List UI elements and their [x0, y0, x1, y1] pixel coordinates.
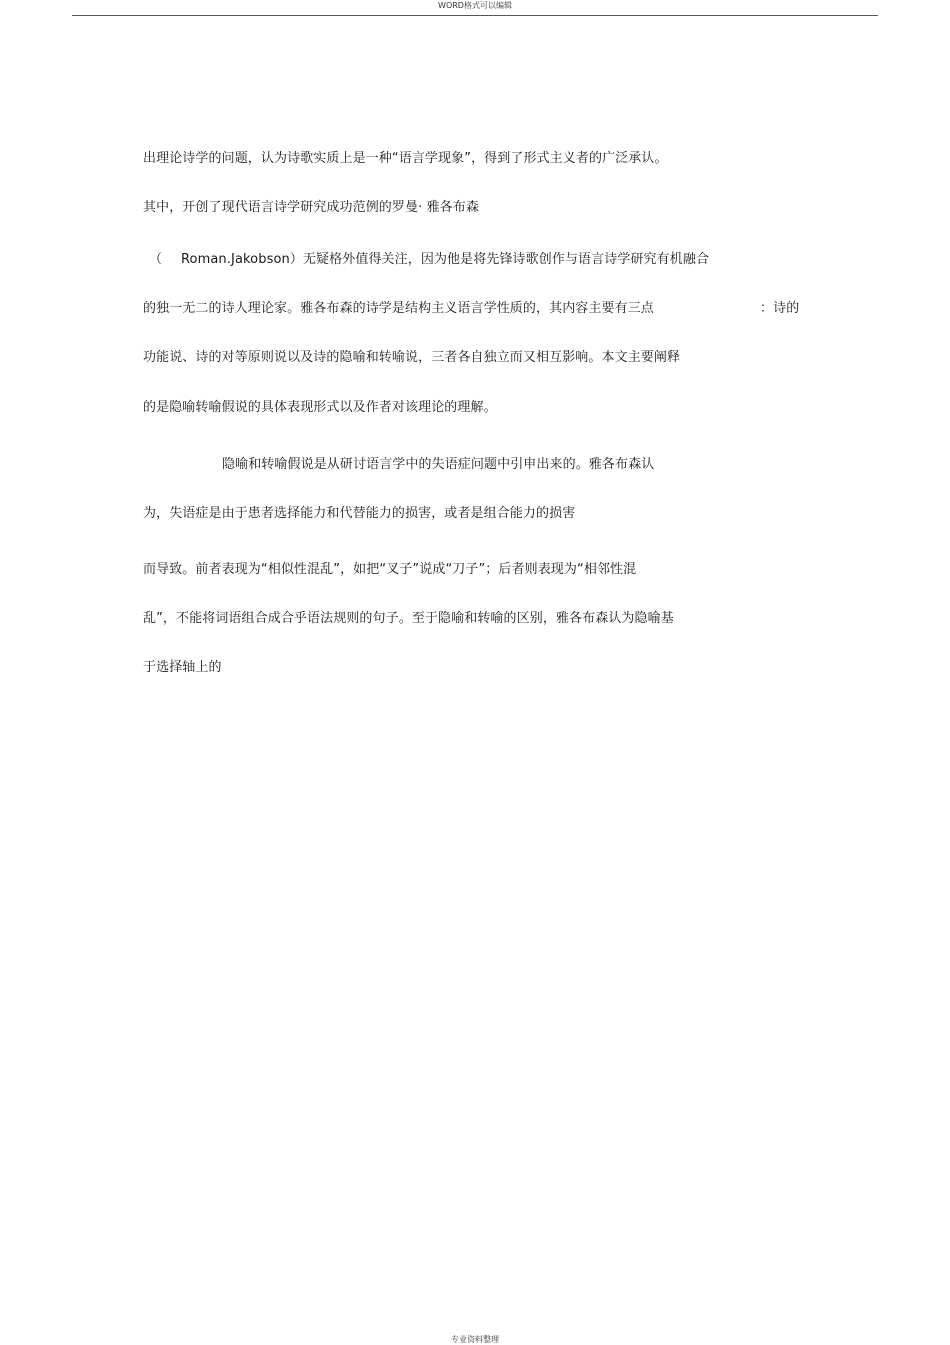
- paragraph-line: 而导致。前者表现为“相似性混乱”，如把“叉子”说成“刀子”；后者则表现为“相邻性混: [143, 562, 637, 577]
- paragraph-line: 功能说、诗的对等原则说以及诗的隐喻和转喻说，三者各自独立而又相互影响。本文主要阐释: [143, 350, 681, 365]
- paragraph-line: 的独一无二的诗人理论家。雅各布森的诗学是结构主义语言学性质的，其内容主要有三点 ：诗的: [143, 301, 800, 316]
- paragraph-line: 为，失语症是由于患者选择能力和代替能力的损害，或者是组合能力的损害: [143, 506, 576, 521]
- page-header: WORD格式可以编辑: [438, 1, 512, 10]
- paragraph-line: 出理论诗学的问题，认为诗歌实质上是一种“语言学现象”，得到了形式主义者的广泛承认。: [143, 151, 668, 166]
- paragraph-line: 的是隐喻转喻假说的具体表现形式以及作者对该理论的理解。: [143, 400, 497, 415]
- paragraph-line: 隐喻和转喻假说是从研讨语言学中的失语症问题中引申出来的。雅各布森认: [222, 457, 655, 472]
- page-footer: 专业资料整理: [451, 1335, 499, 1344]
- paragraph-line: 乱”，不能将词语组合成合乎语法规则的句子。至于隐喻和转喻的区别，雅各布森认为隐喻基: [143, 611, 674, 626]
- header-divider: [72, 15, 878, 16]
- paragraph-line: 于选择轴上的: [143, 660, 222, 675]
- paragraph-line: 其中，开创了现代语言诗学研究成功范例的罗曼· 雅各布森: [143, 200, 479, 215]
- paragraph-line: （ Roman.Jakobson）无疑格外值得关注，因为他是将先锋诗歌创作与语言诗学研究有机融合: [149, 252, 710, 267]
